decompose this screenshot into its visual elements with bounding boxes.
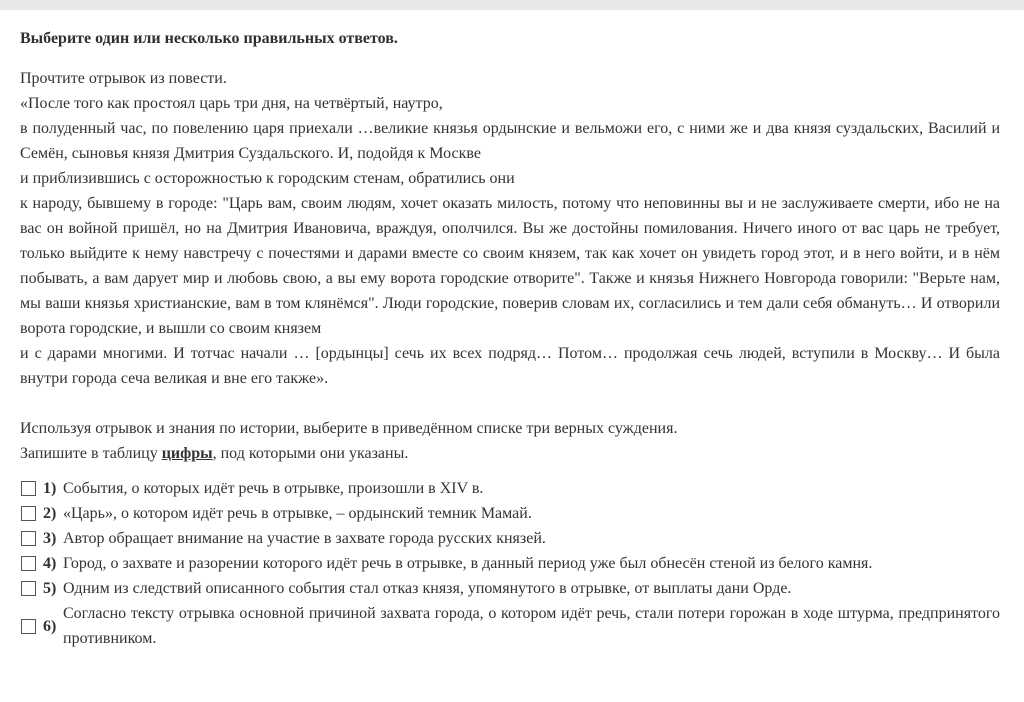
task-instruction: Используя отрывок и знания по истории, выберите в приведённом списке три верных суждения. — [20, 420, 678, 437]
answer-option-2[interactable] — [20, 501, 1000, 526]
option-number: 2) — [43, 505, 57, 522]
option-text: Согласно тексту отрывка основной причиной захвата города, о котором идёт речь, стали потери горожан в ходе штурма, предпринятого противником. — [63, 605, 1000, 647]
answer-option-6[interactable] — [20, 601, 1000, 651]
answer-option-1[interactable] — [20, 476, 1000, 501]
option-number: 6) — [43, 617, 57, 635]
answer-option-3[interactable] — [20, 526, 1000, 551]
task-record-instruction — [20, 441, 1000, 466]
spacer — [20, 391, 1000, 416]
option-text: Автор обращает внимание на участие в захвате города русских князей. — [63, 530, 546, 547]
option-number: 3) — [43, 530, 57, 547]
checkbox[interactable] — [21, 531, 36, 546]
checkbox[interactable] — [21, 619, 36, 634]
passage-line: и приблизившись с осторожностью к городским стенам, обратились они — [20, 170, 515, 187]
checkbox[interactable] — [21, 506, 36, 521]
option-text: Одним из следствий описанного события стал отказ князя, упомянутого в отрывке, от выплаты дани Орде. — [63, 580, 792, 597]
top-bar — [0, 0, 1024, 10]
task-text: Запишите в таблицу — [20, 445, 162, 462]
passage-line: в полуденный час, по повелению царя приехали …великие князья ордынские и вельможи его, с ними же и два князя суздальских, Василий и Семён, сыновья князя Дмитрия Суздальского. И, подойдя к Москве — [20, 120, 1000, 162]
answer-option-4[interactable] — [20, 551, 1000, 576]
option-text: «Царь», о котором идёт речь в отрывке, – ордынский темник Мамай. — [63, 505, 532, 522]
passage-line: «После того как простоял царь три дня, на четвёртый, наутро, — [20, 95, 443, 112]
question-content — [20, 26, 1000, 651]
passage-line: и с дарами многими. И тотчас начали … [ордынцы] сечь их всех подряд… Потом… продолжая сечь людей, вступили в Москву… И была внутри города сеча великая и вне его также». — [20, 345, 1000, 387]
source-passage — [20, 66, 1000, 391]
passage-line: к народу, бывшему в городе: "Царь вам, своим людям, хочет оказать милость, потому что неповинны вы и не заслуживаете смерти, ибо не на вас он войной пришёл, но на Дмитрия Ивановича, враждуя, ополчился. Вы же достойны помилования. Ничего иного от вас царь не требует, только выйдите к нему навстречу с почестями и дарами вместе со своим князем, так как хочет он увидеть город этот, и в него войти, и в нём побывать, а вам дарует мир и любовь свою, а вы ему ворота городские отворите". Также и князья Нижнего Новгорода говорили: "Верьте нам, мы ваши князья христианские, вам в том клянёмся". Люди городские, поверив словам их, согласились и тем дали себя обмануть… И отворили ворота городские, и вышли со своим князем — [20, 195, 1000, 337]
answer-options — [20, 476, 1000, 651]
answer-option-5[interactable] — [20, 576, 1000, 601]
task-text: , под которыми они указаны. — [212, 445, 409, 462]
checkbox[interactable] — [21, 556, 36, 571]
passage-intro: Прочтите отрывок из повести. — [20, 70, 227, 87]
question-instruction: Выберите один или несколько правильных ответов. — [20, 30, 398, 47]
option-text: Город, о захвате и разорении которого идёт речь в отрывке, в данный период уже был обнесён стеной из белого камня. — [63, 555, 873, 572]
task-digits-emphasis: цифры — [161, 445, 213, 462]
option-number: 1) — [43, 480, 57, 497]
option-number: 4) — [43, 555, 57, 572]
checkbox[interactable] — [21, 481, 36, 496]
checkbox[interactable] — [21, 581, 36, 596]
option-text: События, о которых идёт речь в отрывке, произошли в XIV в. — [63, 480, 484, 497]
option-number: 5) — [43, 580, 57, 597]
